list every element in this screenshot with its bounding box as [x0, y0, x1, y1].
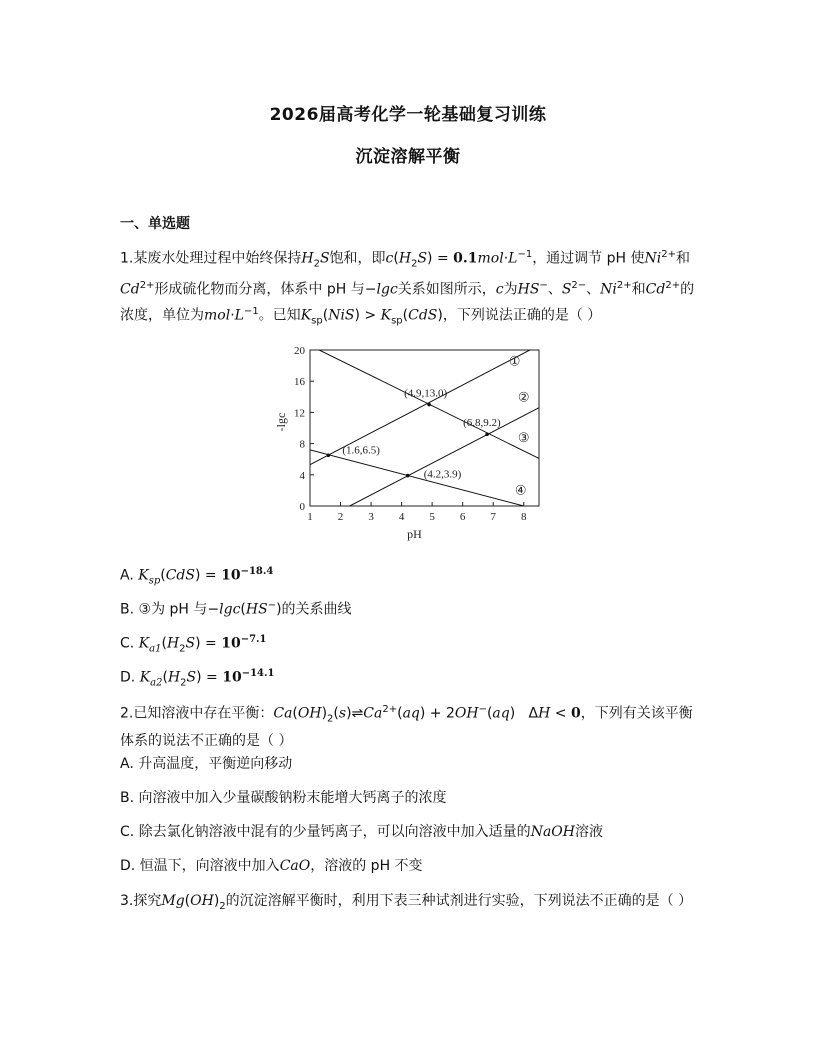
series-line-4: [310, 450, 524, 506]
q1-option-c[interactable]: C. $K_{a1}(H_2S) = 10^{-7.1}$: [120, 634, 267, 655]
series-label-1: ①: [508, 353, 521, 369]
point-label: (1.6,6.5): [342, 444, 380, 457]
page-subtitle: 沉淀溶解平衡: [355, 147, 461, 167]
q1-option-d[interactable]: D. $K_{a2}(H_2S) = 10^{-14.1}$: [120, 668, 275, 689]
series-label-3: ③: [517, 430, 530, 446]
x-tick-label: 7: [490, 511, 496, 523]
q1-option-a[interactable]: A. $K_{sp}(CdS) = 10^{-18.4}$: [120, 566, 274, 587]
question-2-stem: 2.已知溶液中存在平衡：$Ca(OH)_2(s)\rightleftharpoons Ca^{2+}(aq) + 2OH^-(aq) \Delta H < 0$，下列有关该平衡体系的说法不正确的是（ ）: [120, 704, 693, 750]
intersection-point: [485, 432, 489, 436]
page-title: 2026届高考化学一轮基础复习训练: [269, 105, 547, 125]
series-line-2: [350, 408, 539, 506]
series-label-4: ④: [514, 482, 527, 498]
q2-option-d[interactable]: D. 恒温下，向溶液中加入CaO，溶液的 pH 不变: [120, 858, 423, 874]
pH-lgc-chart: [270, 340, 560, 555]
point-label: (6.8,9.2): [463, 417, 501, 430]
x-tick-label: 3: [368, 511, 374, 523]
y-tick-label: 12: [294, 407, 305, 420]
x-tick-label: 6: [459, 511, 466, 523]
y-tick-label: 16: [294, 376, 305, 389]
point-label: (4.9,13.0): [404, 387, 448, 400]
intersection-point: [327, 454, 331, 458]
question-1-stem: 1.某废水处理过程中始终保持$H_2S$饱和，即$c(H_2S) = 0.1mol\cdot L^{-1}$，通过调节 pH 使$Ni^{2+}$和$Cd^{2+}$形成硫化物而分离，体系中 pH 与−lgc关系如图所示，c为HS−、$S^{2-}$、$Ni^{2+}$和$Cd^{2+}$的浓度，单位为$mol\cdot L^{-1}$。已知$K_{sp}(NiS) > K_{sp}(CdS)$，下列说法正确的是（ ）: [120, 249, 695, 327]
plot-frame: [310, 350, 539, 506]
intersection-point: [427, 403, 431, 407]
x-tick-label: 8: [520, 511, 527, 523]
x-tick-label: 1: [307, 511, 313, 523]
y-tick-label: 4: [299, 469, 305, 482]
q2-option-a[interactable]: A. 升高温度，平衡逆向移动: [120, 756, 293, 772]
y-tick-label: 20: [294, 345, 305, 357]
x-axis-label: pH: [407, 527, 422, 541]
intersection-point: [406, 474, 410, 478]
x-tick-label: 5: [429, 511, 435, 523]
y-tick-label: 0: [299, 501, 305, 513]
section-heading: 一、单选题: [120, 216, 190, 232]
q2-option-c[interactable]: C. 除去氯化钠溶液中混有的少量钙离子，可以向溶液中加入适量的NaOH溶液: [120, 824, 603, 840]
y-tick-label: 8: [299, 438, 305, 451]
q2-option-b[interactable]: B. 向溶液中加入少量碳酸钠粉末能增大钙离子的浓度: [120, 790, 447, 806]
y-axis-label: -lgc: [274, 412, 288, 432]
point-label: (4.2,3.9): [423, 468, 462, 481]
question-3-stem: 3.探究$Mg(OH)_2$的沉淀溶解平衡时，利用下表三种试剂进行实验，下列说法不正确的是（ ）: [120, 893, 693, 912]
q1-option-b[interactable]: B. ③为 pH 与−lgc(HS−)的关系曲线: [120, 600, 352, 618]
x-tick-label: 2: [337, 511, 344, 523]
x-tick-label: 4: [398, 511, 405, 523]
series-label-2: ②: [517, 389, 530, 405]
